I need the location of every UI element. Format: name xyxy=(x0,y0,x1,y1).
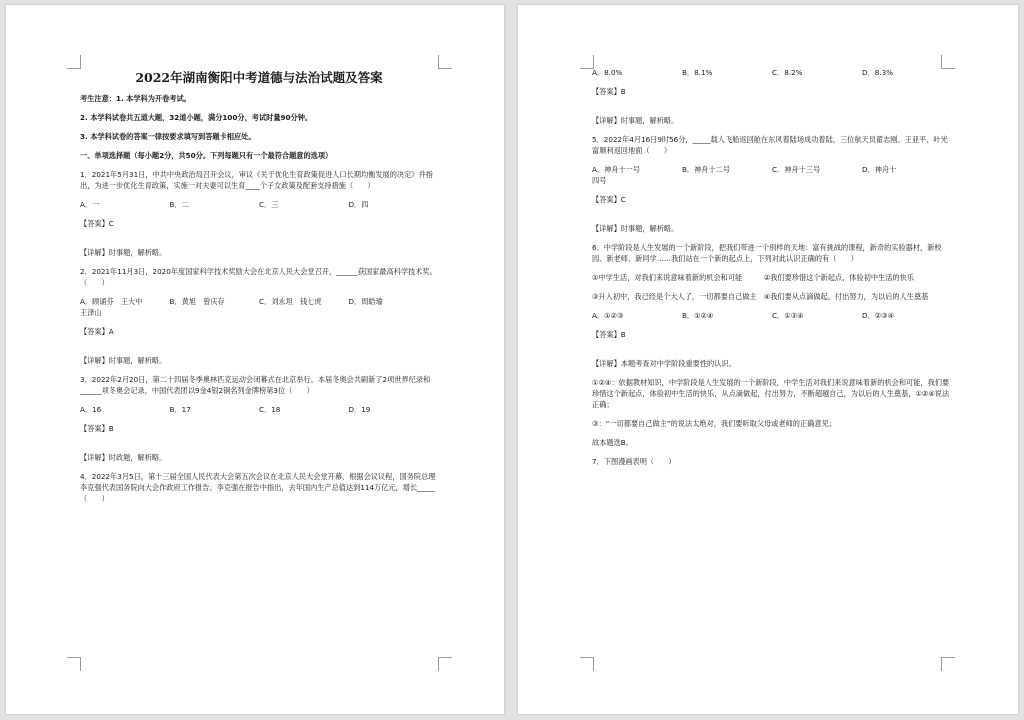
option-a: A．8.0% xyxy=(592,68,623,77)
option-d: D．神舟十 xyxy=(862,165,897,174)
question-3: 3．2022年2月20日，第二十四届冬季奥林匹克运动会闭幕式在北京举行。本届冬奥会共刷新了2项世界纪录和______项冬奥会记录，中国代表团以9金4银2铜名列金牌榜第3位（ ） xyxy=(80,375,431,395)
crop-mark xyxy=(580,657,594,671)
answer-detail: 故本题选B。 xyxy=(592,438,633,447)
question-1: 1．2021年5月31日，中共中央政治局召开会议，审议《关于优化生育政策促进人口长期均衡发展的决定》并指出，为进一步优化生育政策，实施一对夫妻可以生育____个子女政策及配套支持措施（ ） xyxy=(80,170,433,190)
option-b: B．8.1% xyxy=(682,68,713,77)
section-heading: 一、单项选择题（每小题2分，共50分。下列每题只有一个最符合题意的选项） xyxy=(80,151,333,160)
question-7: 7．下图漫画表明（ ） xyxy=(592,457,676,466)
option-b: B．黄旭 曾庆存 xyxy=(169,297,225,306)
option-d: D．19 xyxy=(348,405,371,414)
question-3-options xyxy=(80,404,438,415)
option-b: B．神舟十二号 xyxy=(682,165,731,174)
document-page-1 xyxy=(6,5,504,714)
answer-detail: ③：“一切都要自己做主”的说法太绝对，我们要听取父母或老师的正确意见； xyxy=(592,419,836,428)
crop-mark xyxy=(438,657,452,671)
answer: 【答案】C xyxy=(592,195,626,204)
answer-detail: ①②④：依据教材知识，中学阶段是人生发展的一个新阶段，中学生活对我们来说意味着新的机会和可能，我们要珍惜这个新起点，体验初中生活的快乐，从点滴做起，付出努力，不断超越自己，为以后的人生奠基，①②④说法正确； xyxy=(592,378,950,409)
option-c: C．18 xyxy=(259,405,281,414)
option-wrap: 四号 xyxy=(592,176,607,185)
crop-mark xyxy=(941,657,955,671)
crop-mark xyxy=(67,55,81,69)
option-c: C．刘永坦 钱七虎 xyxy=(259,297,322,306)
answer: 【答案】B xyxy=(592,87,626,96)
option-d: D．8.3% xyxy=(862,68,893,77)
page-1-content xyxy=(80,69,438,512)
statement-item: ①中学生活，对我们来说意味着新的机会和可能 ②我们要珍惜这个新起点，体验初中生活的快乐 xyxy=(592,273,914,282)
option-c: C．①③④ xyxy=(772,311,804,320)
option-a: A．①②③ xyxy=(592,311,624,320)
answer: 【答案】B xyxy=(80,424,114,433)
question-4: 4．2022年3月5日，第十三届全国人民代表大会第五次会议在北京人民大会堂开幕，根据会议议程，国务院总理李克强代表国务院向大会作政府工作报告。李克强在报告中指出，去年国内生产总值达到114万亿元，增长_____（ ） xyxy=(80,472,436,503)
exam-note: 3. 本学科试卷的答案一律按要求填写到答题卡相应处。 xyxy=(80,132,256,141)
answer: 【答案】C xyxy=(80,219,114,228)
answer-detail: 【详解】时事题，解析略。 xyxy=(80,356,167,365)
option-a: A．顾诵芬 王大中 xyxy=(80,297,143,306)
option-c: C．神舟十三号 xyxy=(772,165,821,174)
option-b: B．二 xyxy=(169,200,189,209)
document-page-2 xyxy=(518,5,1018,714)
question-5-options xyxy=(592,164,952,175)
question-6: 6．中学阶段是人生发展的一个新阶段，把我们带进一个别样的天地：富有挑战的课程，新奇的实验器材，新校园、新老师、新同学……我们站在一个新的起点上，下列对此认识正确的有（ ） xyxy=(592,243,942,263)
answer-detail: 【详解】本题考查对中学阶段重要性的认识。 xyxy=(592,359,736,368)
document-title: 2022年湖南衡阳中考道德与法治试题及答案 xyxy=(135,70,383,85)
exam-note: 2. 本学科试卷共五道大题，32道小题，满分100分，考试时量90分钟。 xyxy=(80,113,313,122)
answer: 【答案】B xyxy=(592,330,626,339)
exam-note: 考生注意：1. 本学科为开卷考试。 xyxy=(80,94,191,103)
question-4-options xyxy=(592,67,952,78)
option-d: D．周皓瑜 xyxy=(348,297,383,306)
answer-detail: 【详解】时政题，解析略。 xyxy=(80,453,167,462)
page-2-content xyxy=(592,67,952,475)
option-a: A．一 xyxy=(80,200,100,209)
option-b: B．17 xyxy=(169,405,191,414)
question-5: 5．2022年4月16日9时56分，_____载人飞船返回舱在东风着陆场成功着陆，三位航天员翟志刚、王亚平、叶光富顺利返回地面（ ） xyxy=(592,135,948,155)
option-d: D．②③④ xyxy=(862,311,895,320)
option-a: A．16 xyxy=(80,405,102,414)
question-6-options xyxy=(592,310,952,321)
crop-mark xyxy=(438,55,452,69)
question-1-options xyxy=(80,199,438,210)
option-a: A．神舟十一号 xyxy=(592,165,641,174)
answer-detail: 【详解】时事题，解析略。 xyxy=(592,116,679,125)
option-d: D．四 xyxy=(348,200,369,209)
crop-mark xyxy=(67,657,81,671)
answer: 【答案】A xyxy=(80,327,114,336)
question-2: 2．2021年11月3日，2020年度国家科学技术奖励大会在北京人民大会堂召开，______获国家最高科学技术奖。（ ） xyxy=(80,267,437,287)
answer-detail: 【详解】时事题，解析略。 xyxy=(592,224,679,233)
option-wrap: 王泽山 xyxy=(80,308,102,317)
option-c: C．8.2% xyxy=(772,68,803,77)
option-c: C．三 xyxy=(259,200,279,209)
option-b: B．①②④ xyxy=(682,311,714,320)
answer-detail: 【详解】时事题，解析略。 xyxy=(80,248,167,257)
statement-item: ③升入初中，我已经是个大人了，一切都要自己做主 ④我们要从点滴做起，付出努力，为以后的人生奠基 xyxy=(592,292,929,301)
question-2-options xyxy=(80,296,438,307)
